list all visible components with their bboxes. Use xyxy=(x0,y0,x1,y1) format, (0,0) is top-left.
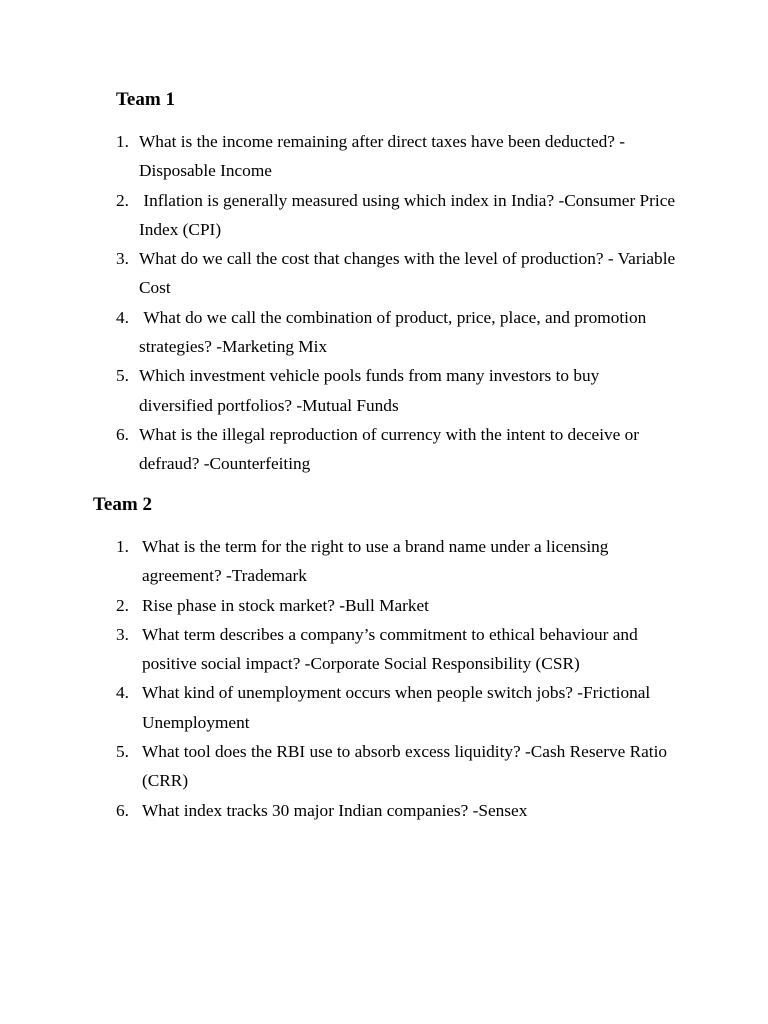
question-number: 2. xyxy=(116,190,129,210)
team-1-question-3 xyxy=(116,244,680,303)
team-1-question-list xyxy=(116,127,680,479)
question-number: 4. xyxy=(116,307,129,327)
team-1-question-2 xyxy=(116,186,680,245)
question-number: 1. xyxy=(116,537,129,556)
team-2-question-5 xyxy=(116,737,686,796)
question-text: What index tracks 30 major Indian companies? -Sensex xyxy=(142,800,528,820)
question-number: 3. xyxy=(116,624,129,644)
team-1-question-4 xyxy=(116,303,676,362)
question-text: What is the illegal reproduction of currency with the intent to deceive or defraud? -Counterfeiting xyxy=(139,424,644,474)
question-number: 6. xyxy=(116,424,129,444)
team-2-question-3 xyxy=(116,620,686,679)
team-1-question-5 xyxy=(116,361,676,420)
team-2-heading: Team 2 xyxy=(93,494,152,515)
question-text: What term describes a company’s commitment to ethical behaviour and positive social impact? -Corporate Social Responsibility (CSR) xyxy=(142,624,643,674)
question-number: 5. xyxy=(116,366,129,386)
question-text: What tool does the RBI use to absorb excess liquidity? -Cash Reserve Ratio (CRR) xyxy=(142,742,672,791)
question-text: What is the income remaining after direct taxes have been deducted? - Disposable Income xyxy=(139,132,630,181)
team-1-question-1 xyxy=(116,127,676,186)
question-number: 5. xyxy=(116,742,129,762)
question-number: 3. xyxy=(116,249,129,269)
question-number: 4. xyxy=(116,683,129,703)
question-number: 2. xyxy=(116,595,129,615)
team-1-heading: Team 1 xyxy=(116,89,175,110)
team-2-question-1 xyxy=(116,532,686,591)
question-text: What do we call the combination of product, price, place, and promotion strategies? -Marketing Mix xyxy=(139,307,651,357)
question-text: What do we call the cost that changes with the level of production? - Variable Cost xyxy=(139,249,680,298)
question-number: 1. xyxy=(116,132,129,151)
question-text: What kind of unemployment occurs when people switch jobs? -Frictional Unemployment xyxy=(142,683,655,732)
team-2-question-4 xyxy=(116,678,686,737)
team-2-question-list xyxy=(116,532,686,825)
team-1-question-6 xyxy=(116,420,676,479)
question-text: What is the term for the right to use a brand name under a licensing agreement? -Trademark xyxy=(142,537,613,586)
question-number: 6. xyxy=(116,800,129,820)
question-text: Rise phase in stock market? -Bull Market xyxy=(142,595,429,615)
team-2-question-6 xyxy=(116,796,686,825)
question-text: Inflation is generally measured using which index in India? -Consumer Price Index (CPI) xyxy=(139,190,680,239)
team-2-question-2 xyxy=(116,591,686,620)
question-text: Which investment vehicle pools funds from many investors to buy diversified portfolios? -Mutual Funds xyxy=(139,366,604,415)
